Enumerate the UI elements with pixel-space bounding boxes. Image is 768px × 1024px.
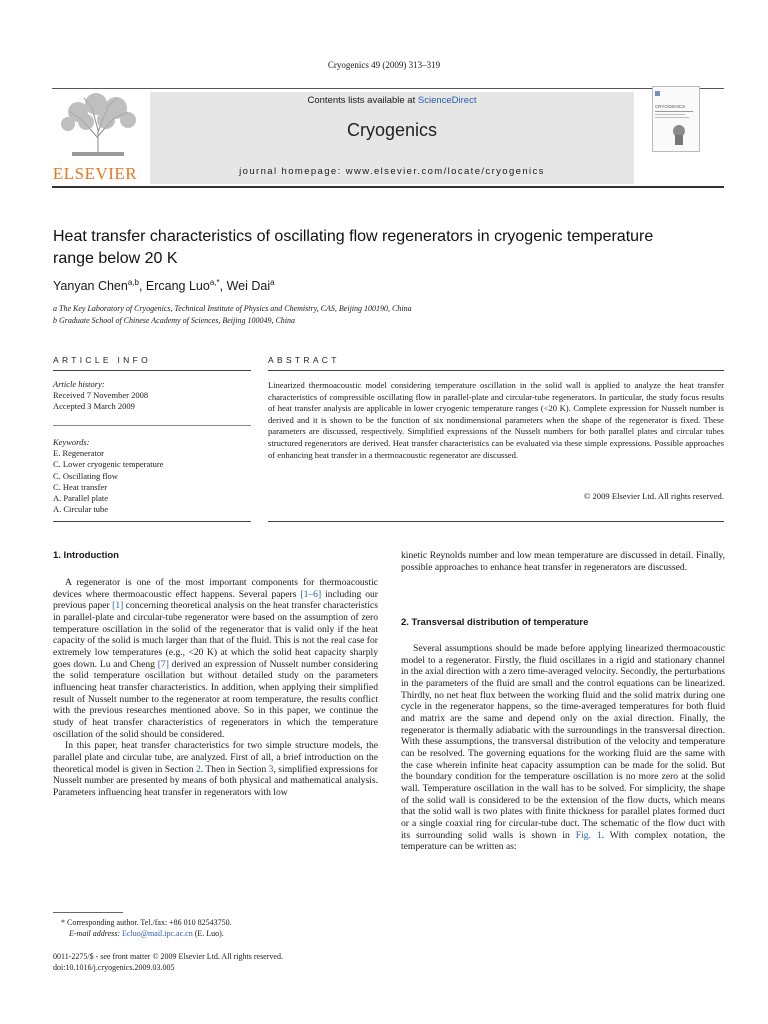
reference-link-1[interactable]: [1]	[112, 600, 124, 612]
section-link-2[interactable]: 2	[195, 763, 201, 775]
author-name: Ercang Luo	[145, 279, 210, 294]
abstract-rule	[268, 370, 724, 371]
sciencedirect-link[interactable]: ScienceDirect	[417, 95, 477, 106]
publication-info	[53, 952, 393, 973]
section-2-text: Several assumptions should be made before applying linearized thermoacoustic model to a regenerator. Firstly, the fluid oscillates in a rigid and stationary channel in the axial direction with a zero time-averaged velocity. Secondly, the perturbations in the parameters of the fluid are small and the control equations can be linearized. Thirdly, no net heat flux between the working fluid and the solid matrix during one cycle in the regenerator happens, so the time-averaged temperatures for both fluid and matrix are the same and depend only on the axial direction. Finally, the regenerator is thermally adiabatic with the surroundings in the transversal direction. With these assumptions, the transversal distribution of the velocity and temperature can be resolved. The governing equations for the working fluid are the same with the case wherein infinite heat capacity assumption can be made for the solid. But the boundary condition for the temperature oscillation is no more zero at the solid wall. Temperature oscillation in the wall has to be solved. For simplicity, the shape of the solid wall is considered to be the extension of the flow ducts, which means that the solid wall is two plates with finite thickness for parallel plates formed duct or a single coaxial ring for circular-tube duct. The schematic of the flow duct with its surrounding solid walls is shown in	[401, 643, 725, 841]
author-list	[53, 278, 275, 293]
author-separator: ,	[138, 279, 146, 294]
corresponding-author-note: * Corresponding author. Tel./fax: +86 010 82543750.	[61, 918, 232, 927]
reference-link-1-6[interactable]: [1–6]	[300, 588, 322, 600]
intro-text: . Then in Section	[200, 763, 269, 775]
intro-text: concerning theoretical analysis on the heat transfer characteristics in parallel-plate and circular-tube regenerator were based on the assumption of zero temperature oscillation in the solid of the regenerator that is valid only if the heat capacity of the solid is much larger than that of the fluid. This is not the real case for extremely low temperatures (e.g., <20 K) at which the solid heat capacity sharply goes down. Lu and Cheng	[53, 600, 378, 670]
section-link-3[interactable]: 3	[268, 763, 274, 775]
history-label: Article history:	[53, 379, 105, 389]
left-column-body	[53, 577, 378, 798]
affiliation-a: a The Key Laboratory of Cryogenics, Technical Institute of Physics and Chemistry, CAS, Beijing 100190, China	[53, 304, 412, 313]
journal-citation: Cryogenics 49 (2009) 313–319	[327, 60, 441, 70]
journal-cover-thumbnail	[652, 86, 700, 152]
author-affiliation-mark: a	[270, 278, 275, 287]
contents-available-line	[150, 95, 634, 106]
keyword-item: E. Regenerator	[53, 448, 104, 459]
info-bottom-rule	[53, 521, 251, 522]
received-date: Received 7 November 2008	[53, 390, 149, 401]
contents-prefix: Contents lists available at	[307, 95, 418, 106]
right-column-top	[401, 550, 725, 573]
section-2-text: . With complex notation, the temperature can be written as:	[401, 829, 725, 853]
intro-text: , simplified expressions for Nusselt number are presented by means of both physical and mathematical analysis. Parameters influencing heat transfer in regenerators with low	[53, 763, 379, 798]
keyword-item: C. Lower cryogenic temperature	[53, 459, 164, 470]
keyword-item: A. Parallel plate	[53, 493, 108, 504]
keywords-block	[53, 437, 253, 515]
section-heading-2: 2. Transversal distribution of temperature	[401, 617, 589, 628]
right-column-body	[401, 643, 725, 853]
intro-text: A regenerator is one of the most important components for thermoacoustic devices where thermoacoustic effect happens. Several papers	[53, 577, 378, 600]
masthead-bottom-rule	[52, 186, 724, 188]
intro-continuation: kinetic Reynolds number and low mean temperature are discussed in detail. Finally, possible approaches to enhance heat transfer in regenerators are discussed.	[401, 550, 725, 573]
author-name: Yanyan Chen	[53, 279, 128, 294]
intro-paragraph-1	[53, 577, 378, 740]
article-history	[53, 379, 253, 413]
figure-link-1[interactable]: Fig. 1	[575, 829, 602, 841]
section-2-paragraph	[401, 643, 725, 853]
author-affiliation-mark: a,b	[127, 278, 139, 287]
doi-line: doi:10.1016/j.cryogenics.2009.03.005	[53, 962, 175, 972]
cover-title: CRYOGENICS	[655, 104, 686, 109]
reference-link-7[interactable]: [7]	[157, 658, 169, 670]
issn-line: 0011-2275/$ - see front matter © 2009 Elsevier Ltd. All rights reserved.	[53, 952, 283, 961]
article-title: Heat transfer characteristics of oscillating flow regenerators in cryogenic temperature range below 20 K	[53, 228, 654, 267]
cover-art	[653, 87, 699, 151]
keyword-item: C. Heat transfer	[53, 481, 108, 492]
keywords-label: Keywords:	[53, 437, 90, 447]
author-affiliation-mark: a,*	[209, 278, 220, 287]
history-divider	[53, 425, 251, 426]
masthead-top-rule	[52, 88, 724, 89]
intro-paragraph-2	[53, 740, 378, 798]
abstract-heading: ABSTRACT	[268, 355, 340, 365]
keyword-item: A. Circular tube	[53, 504, 108, 515]
author-email-link[interactable]: Ecluo@mail.ipc.ac.cn	[122, 928, 193, 938]
abstract-copyright: © 2009 Elsevier Ltd. All rights reserved.	[583, 491, 724, 501]
journal-name: Cryogenics	[346, 120, 438, 140]
keyword-item: C. Oscillating flow	[53, 470, 118, 481]
article-info-rule	[53, 370, 251, 371]
footnote-rule	[53, 912, 123, 913]
author-separator: ,	[219, 279, 227, 294]
publisher-name: ELSEVIER	[52, 164, 138, 183]
intro-text: including our previous paper	[53, 588, 378, 612]
email-line	[61, 929, 381, 940]
article-info-heading: ARTICLE INFO	[53, 355, 152, 365]
email-label: E-mail address:	[69, 928, 123, 938]
intro-text: In this paper, heat transfer characteristics for two simple structure models, the parallel plate and circular tube, are analyzed. First of all, a brief introduction on the theoretical model is given in Section	[53, 740, 378, 775]
footnote-block	[61, 918, 381, 939]
accepted-date: Accepted 3 March 2009	[53, 401, 135, 412]
email-owner: (E. Luo).	[192, 928, 224, 938]
author-name: Wei Dai	[226, 279, 271, 294]
section-heading-introduction: 1. Introduction	[53, 550, 119, 561]
abstract-bottom-rule	[268, 521, 724, 522]
intro-text: derived an expression of Nusselt number considering the solid temperature oscillation but without detailed study on the parameters influencing heat transfer characteristics. In addition, when applying their simplified result of Nusselt number to the regenerator at room temperature, the results conflict with the previous researches mentioned above. So in this paper, we continue the study of heat transfer characteristics of regenerators in which the temperature oscillation of the solid should be considered.	[53, 658, 378, 740]
journal-homepage[interactable]: journal homepage: www.elsevier.com/locate/cryogenics	[239, 166, 545, 177]
affiliation-b: b Graduate School of Chinese Academy of Sciences, Beijing 100049, China	[53, 316, 296, 325]
abstract-text: Linearized thermoacoustic model considering temperature oscillation in the solid wall is applied to analyze the heat transfer characteristics of compressible oscillating flow in parallel-plate and circular-tube regenerators. In particular, the study focus results of heat transfer analysis are applicable in lower cryogenic temperature ranges (<20 K). Complete expression for Nusselt number is derived and it is shown to be the function of six nondimensional parameters when the shape of the regenerator is fixed. These parameters are discussed, respectively. Simplified expressions of the Nusselt numbers for both parallel plates and circular tubes structured regenerators are derived. Heat transfer characteristics can be evaluated via these simple expressions. Possible approaches of enhancing heat transfer in a thermoacoustic regenerator are discussed.	[268, 380, 724, 460]
